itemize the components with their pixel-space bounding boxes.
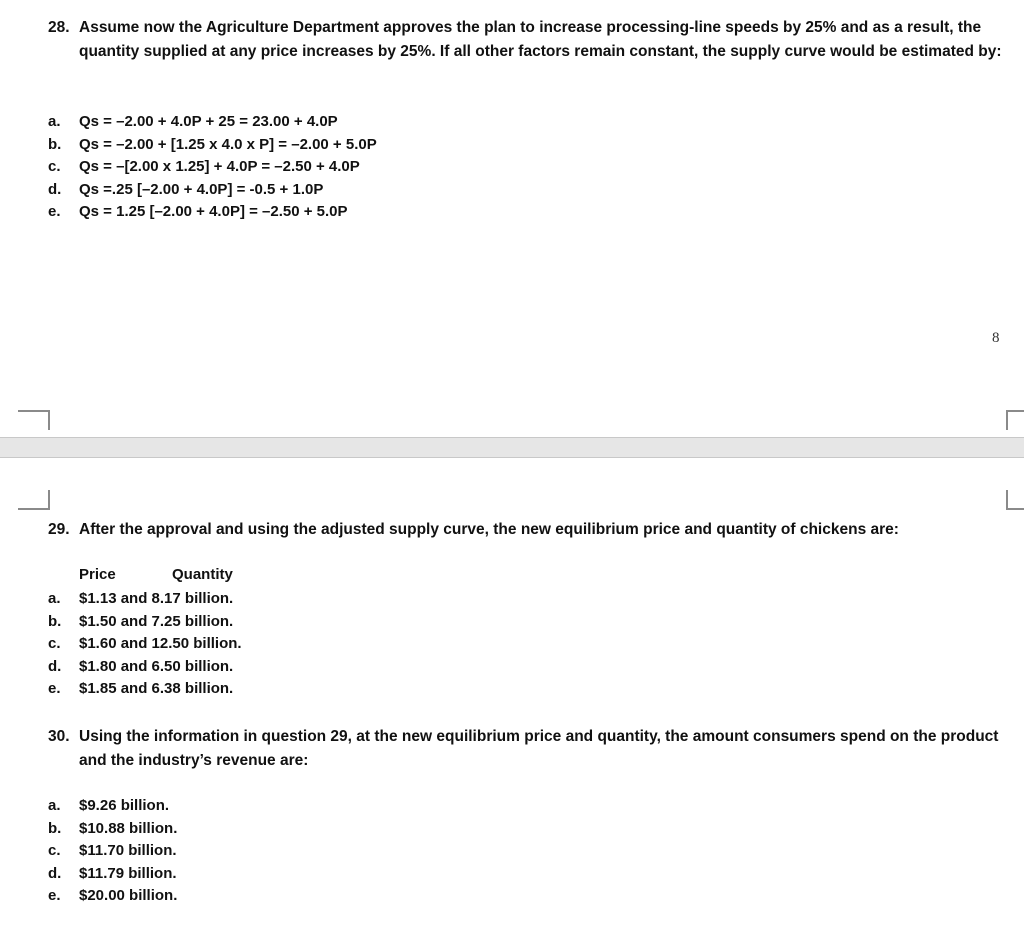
option-text: Qs = –2.00 + 4.0P + 25 = 23.00 + 4.0P [79, 113, 338, 130]
question-28 [48, 16, 1008, 64]
crop-mark-bottom-right [1006, 490, 1024, 510]
option-text: Qs = 1.25 [–2.00 + 4.0P] = –2.50 + 5.0P [79, 203, 348, 220]
option-letter: c. [48, 158, 61, 175]
option-text: $1.60 and 12.50 billion. [79, 635, 242, 652]
question-number: 28. [48, 19, 70, 36]
option-letter: b. [48, 819, 62, 837]
option-letter: d. [48, 180, 62, 198]
option-letter: d. [48, 864, 62, 882]
option-letter: a. [48, 797, 61, 814]
question-number: 29. [48, 521, 70, 538]
page-separator [0, 437, 1024, 458]
document-page-bottom [0, 458, 1024, 930]
question-text: Assume now the Agriculture Department approves the plan to increase processing-line speeds by 25% and as a result, the quantity supplied at any price increases by 25%. If all other factors remain constant, the supply curve would be estimated by: [79, 19, 1002, 60]
question-text: After the approval and using the adjusted supply curve, the new equilibrium price and quantity of chickens are: [79, 521, 899, 538]
option-letter: e. [48, 887, 61, 904]
option-letter: a. [48, 113, 61, 130]
question-30 [48, 725, 1008, 773]
document-page-top [0, 0, 1024, 437]
option-text: Qs = –2.00 + [1.25 x 4.0 x P] = –2.00 + 5.0P [79, 135, 377, 153]
option-text: Qs = –[2.00 x 1.25] + 4.0P = –2.50 + 4.0P [79, 158, 360, 175]
option-letter: a. [48, 590, 61, 607]
quantity-header: Quantity [172, 566, 233, 583]
option-text: $1.85 and 6.38 billion. [79, 680, 234, 697]
option-letter: e. [48, 203, 61, 220]
question-29 [48, 518, 1008, 542]
option-text: $9.26 billion. [79, 797, 170, 814]
option-text: $20.00 billion. [79, 887, 178, 904]
option-text: $1.13 and 8.17 billion. [79, 590, 234, 607]
crop-mark-top-right [1006, 410, 1024, 430]
option-text: $1.80 and 6.50 billion. [79, 657, 234, 675]
crop-mark-top-left [18, 410, 50, 430]
option-letter: e. [48, 680, 61, 697]
option-letter: b. [48, 135, 62, 153]
option-text: $11.79 billion. [79, 864, 177, 882]
question-text: Using the information in question 29, at the new equilibrium price and quantity, the amount consumers spend on the product and the industry’s revenue are: [79, 728, 999, 769]
option-text: $10.88 billion. [79, 819, 178, 837]
option-letter: c. [48, 842, 61, 859]
option-text: $11.70 billion. [79, 842, 177, 859]
option-letter: c. [48, 635, 61, 652]
option-text: Qs =.25 [–2.00 + 4.0P] = -0.5 + 1.0P [79, 180, 324, 198]
option-letter: b. [48, 612, 62, 630]
option-text: $1.50 and 7.25 billion. [79, 612, 234, 630]
price-header: Price [79, 566, 116, 583]
option-letter: d. [48, 657, 62, 675]
question-number: 30. [48, 728, 70, 745]
page-number: 8 [992, 330, 1000, 346]
crop-mark-bottom-left [18, 490, 50, 510]
